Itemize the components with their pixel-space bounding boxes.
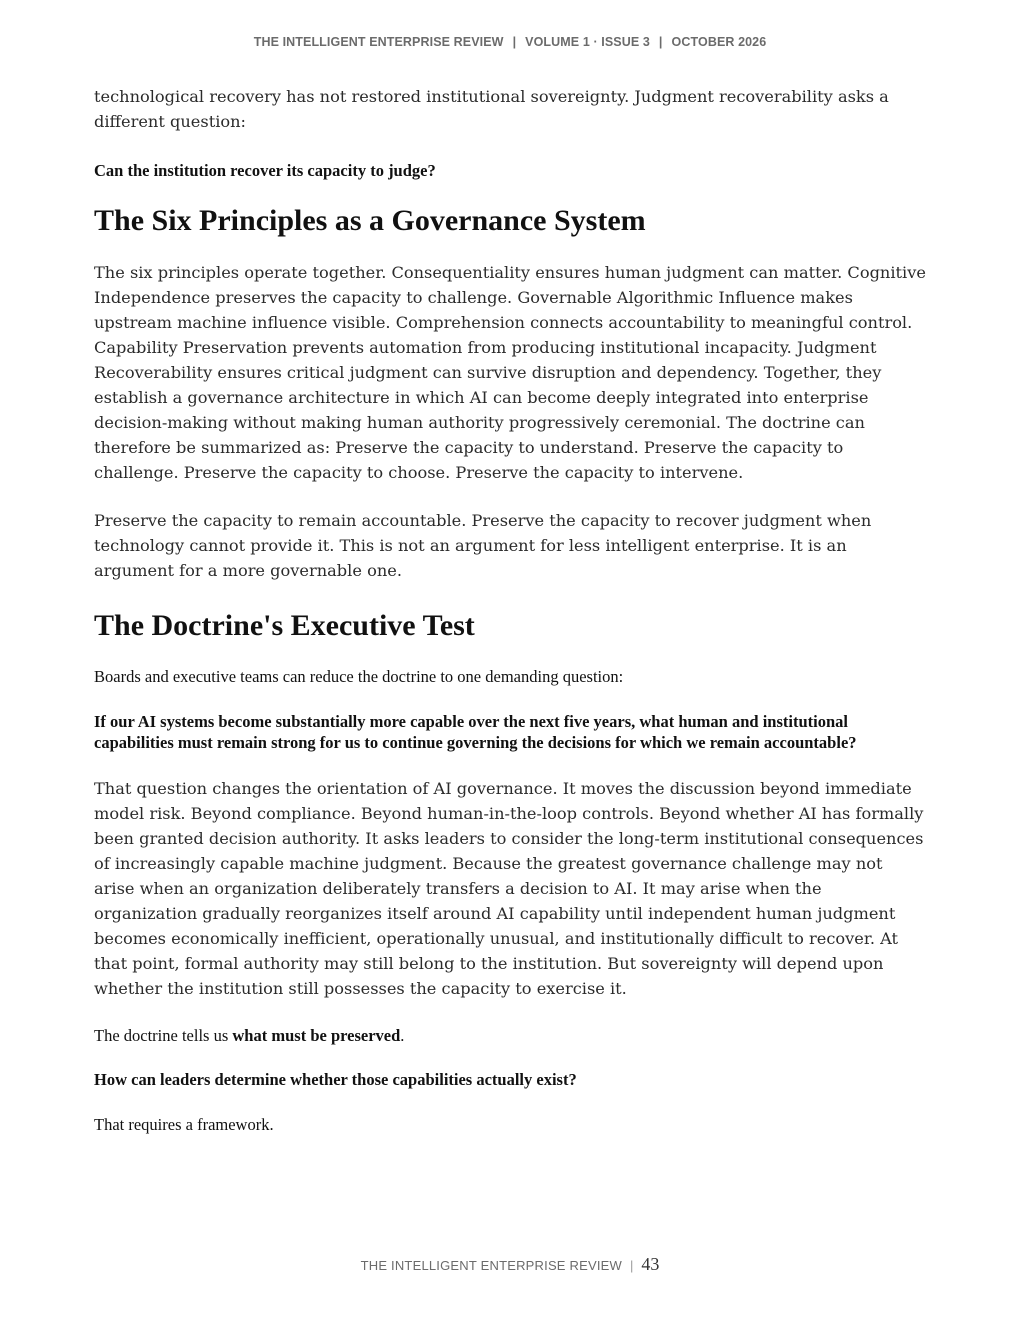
header-separator-2: |: [658, 35, 663, 49]
closing-line: That requires a framework.: [94, 1115, 274, 1134]
page-number: 43: [641, 1254, 660, 1274]
doctrine-bold: what must be preserved: [232, 1026, 401, 1045]
running-header: [0, 35, 1020, 49]
executive-test-paragraph: That question changes the orientation of AI governance. It moves the discussion beyond immediate model risk. Beyond compliance. Beyond human-in-the-loop controls. Beyond whether AI has formally been granted decision authority. It asks leaders to consider the long-term institutional consequences of increasingly capable machine judgment. Because the greatest governance challenge may not arise when an organization deliberately transfers a decision to AI. It may arise when the organization gradually reorganizes itself around AI capability until independent human judgment becomes economically inefficient, operationally unusual, and institutionally difficult to recover. At that point, formal authority may still belong to the institution. But sovereignty will depend upon whether the institution still possesses the capacity to exercise it.: [94, 779, 924, 998]
footer-publication: THE INTELLIGENT ENTERPRISE REVIEW: [360, 1258, 622, 1273]
six-principles-paragraph-2: Preserve the capacity to remain accountable. Preserve the capacity to recover judgment when technology cannot provide it. This is not an argument for less intelligent enterprise. It is an argument for a more governable one.: [94, 511, 872, 580]
executive-test-question: If our AI systems become substantially more capable over the next five years, what human and institutional capabilities must remain strong for us to continue governing the decisions for which we remain accountable?: [94, 712, 857, 752]
header-issue: VOLUME 1 · ISSUE 3: [525, 35, 650, 49]
doctrine-statement: [94, 1025, 926, 1046]
intro-paragraph: technological recovery has not restored institutional sovereignty. Judgment recoverability asks a different question:: [94, 87, 889, 131]
intro-question: Can the institution recover its capacity to judge?: [94, 161, 436, 180]
header-separator: |: [512, 35, 517, 49]
page-footer: [0, 1254, 1020, 1275]
article-body: [94, 84, 926, 1135]
section-heading-six-principles: The Six Principles as a Governance System: [94, 204, 646, 237]
footer-separator: |: [629, 1258, 634, 1273]
doctrine-suffix: .: [400, 1026, 405, 1045]
six-principles-paragraph-1: The six principles operate together. Consequentiality ensures human judgment can matter. Cognitive Independence preserves the capacity to challenge. Governable Algorithmic Influence makes upstream machine influence visible. Comprehension connects accountability to meaningful control. Capability Preservation prevents automation from producing institutional incapacity. Judgment Recoverability ensures critical judgment can survive disruption and dependency. Together, they establish a governance architecture in which AI can become deeply integrated into enterprise decision-making without making human authority progressively ceremonial. The doctrine can therefore be summarized as: Preserve the capacity to understand. Preserve the capacity to challenge. Preserve the capacity to choose. Preserve the capacity to intervene.: [94, 263, 926, 482]
section-heading-executive-test: The Doctrine's Executive Test: [94, 609, 475, 642]
header-date: OCTOBER 2026: [671, 35, 767, 49]
doctrine-prefix: The doctrine tells us: [94, 1026, 233, 1045]
executive-test-lead: Boards and executive teams can reduce the doctrine to one demanding question:: [94, 667, 624, 686]
how-question: How can leaders determine whether those capabilities actually exist?: [94, 1070, 577, 1089]
header-publication: THE INTELLIGENT ENTERPRISE REVIEW: [253, 35, 504, 49]
